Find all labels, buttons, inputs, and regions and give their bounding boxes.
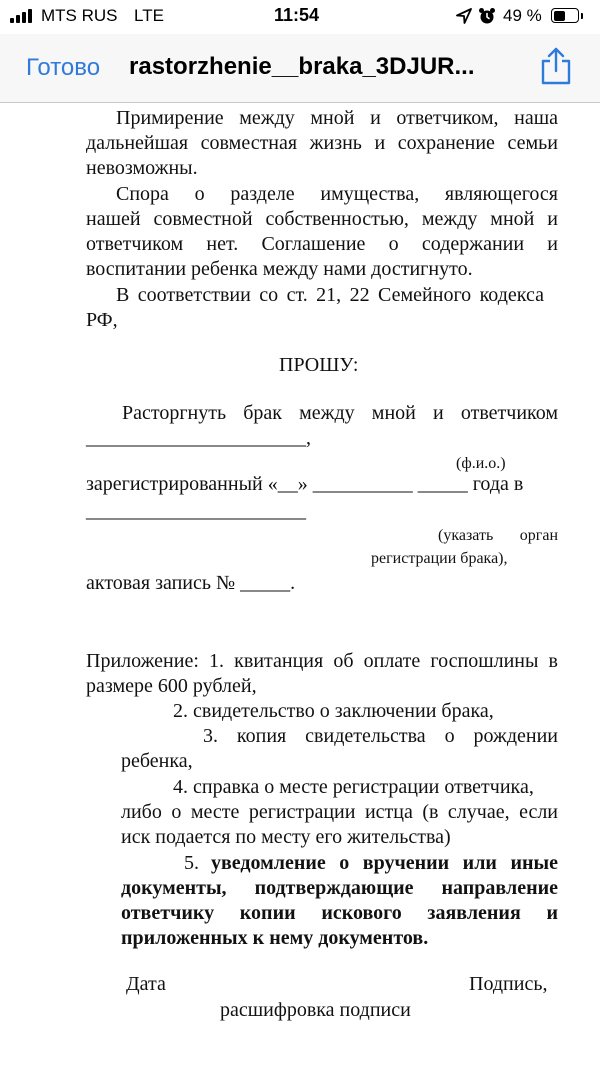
- attachment-line-bold: документы, подтверждающие направление: [121, 877, 558, 899]
- request-heading: ПРОШУ:: [279, 354, 359, 376]
- battery-percent: 49 %: [503, 6, 542, 25]
- attachment-line: размере 600 рублей,: [86, 675, 257, 697]
- paragraph-line: ответчиком нет. Соглашение о содержании и: [86, 233, 558, 255]
- paragraph-line: нашей совместной собственностью, между мной и: [86, 208, 558, 230]
- request-line: зарегистрированный «__» __________ _____ года в: [86, 473, 524, 495]
- location-arrow-icon: [456, 8, 472, 24]
- attachment-line-bold: ответчику копии искового заявления и: [121, 902, 558, 924]
- organ-note: (указать орган: [438, 527, 558, 544]
- network-type: LTE: [134, 6, 164, 25]
- document-page[interactable]: [0, 103, 600, 1066]
- battery-icon: [551, 8, 581, 23]
- request-line: Расторгнуть брак между мной и ответчиком: [122, 402, 558, 424]
- signature-decode-label: расшифровка подписи: [220, 999, 411, 1021]
- date-label: Дата: [126, 973, 166, 995]
- attachment-line-bold: уведомление о вручении или иные: [211, 852, 558, 874]
- attachment-line: Приложение: 1. квитанция об оплате госпошлины в: [86, 650, 558, 672]
- attachment-line: ребенка,: [121, 750, 193, 772]
- done-button[interactable]: Готово: [26, 54, 101, 81]
- record-number-line: актовая запись № _____.: [86, 572, 296, 594]
- status-bar: [0, 0, 600, 34]
- paragraph-line: Примирение между мной и ответчиком, наша: [116, 107, 558, 129]
- document-title: rastorzhenie__braka_3DJUR...: [129, 53, 475, 80]
- fio-blank: ______________________,: [86, 427, 311, 449]
- paragraph-line: воспитании ребенка между нами достигнуто.: [86, 258, 473, 280]
- navigation-bar: [0, 34, 600, 103]
- attachment-line: иск подается по месту его жительства): [121, 826, 451, 848]
- signal-bars-icon: [10, 9, 34, 23]
- status-time: 11:54: [274, 5, 320, 25]
- paragraph-line: В соответствии со ст. 21, 22 Семейного кодекса: [116, 284, 544, 306]
- attachment-line: 2. свидетельство о заключении брака,: [173, 700, 494, 722]
- attachment-number: 5.: [184, 852, 199, 874]
- carrier-name: MTS RUS: [41, 6, 118, 25]
- fio-note: (ф.и.о.): [456, 455, 506, 472]
- organ-note: регистрации брака),: [371, 550, 508, 567]
- paragraph-line: РФ,: [86, 309, 118, 331]
- attachment-line: 4. справка о месте регистрации ответчика,: [173, 776, 534, 798]
- share-icon[interactable]: [538, 46, 574, 86]
- paragraph-line: невозможны.: [86, 157, 198, 179]
- registration-blank: ______________________: [86, 500, 306, 522]
- alarm-clock-icon: [478, 7, 496, 25]
- attachment-line-bold: приложенных к нему документов.: [121, 927, 429, 949]
- attachment-line: либо о месте регистрации истца (в случае, если: [121, 801, 558, 823]
- paragraph-line: Спора о разделе имущества, являющегося: [116, 183, 558, 205]
- signature-label: Подпись,: [469, 973, 548, 995]
- paragraph-line: дальнейшая совместная жизнь и сохранение семьи: [86, 132, 558, 154]
- attachment-line: 3. копия свидетельства о рождении: [203, 725, 558, 747]
